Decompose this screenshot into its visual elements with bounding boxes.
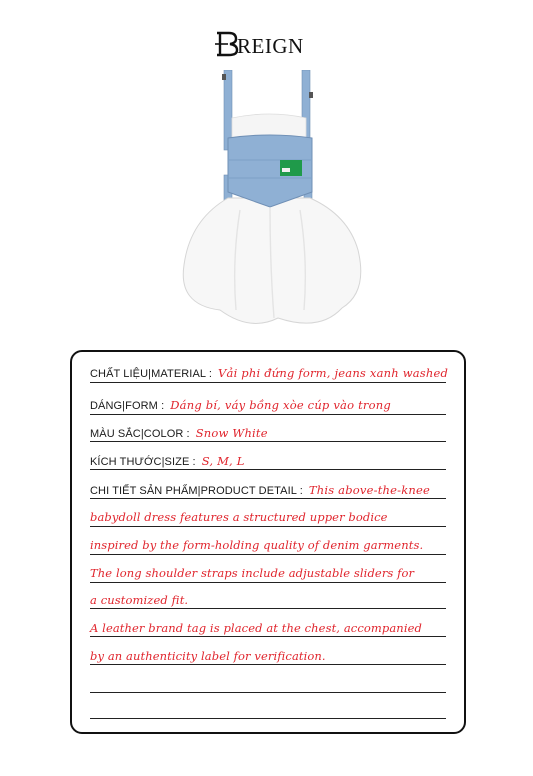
- size-row: [90, 444, 454, 468]
- rule-line: [90, 526, 446, 527]
- detail-line: The long shoulder straps include adjustable sliders for: [90, 566, 415, 580]
- detail-first-line: This above-the-knee: [308, 483, 431, 497]
- detail-line: by an authenticity label for verification.: [90, 649, 326, 663]
- rule-line: [90, 441, 446, 442]
- color-row: [90, 416, 454, 440]
- color-value: Snow White: [195, 426, 268, 440]
- detail-row: [90, 473, 454, 497]
- form-label: DÁNG|FORM :: [90, 400, 165, 412]
- brand-name: REIGN: [237, 34, 304, 58]
- rule-line: [90, 692, 446, 693]
- rule-line: [90, 608, 446, 609]
- detail-line: A leather brand tag is placed at the chest, accompanied: [90, 621, 422, 635]
- form-row: [90, 388, 454, 412]
- detail-line: babydoll dress features a structured upper bodice: [90, 510, 388, 524]
- size-label: KÍCH THƯỚC|SIZE :: [90, 456, 196, 468]
- rule-line: [90, 469, 446, 470]
- product-info-card: [70, 350, 466, 734]
- rule-line: [90, 414, 446, 415]
- material-row: [90, 356, 454, 380]
- rule-line: [90, 718, 446, 719]
- color-label: MÀU SẮC|COLOR :: [90, 428, 190, 440]
- product-photo-dress: [170, 70, 370, 335]
- detail-label: CHI TIẾT SẢN PHẨM|PRODUCT DETAIL :: [90, 485, 303, 497]
- size-value: S, M, L: [201, 454, 245, 468]
- form-value: Dáng bí, váy bồng xòe cúp vào trong: [170, 398, 391, 412]
- rule-line: [90, 498, 446, 499]
- material-label: CHẤT LIỆU|MATERIAL :: [90, 368, 213, 380]
- brand-logo: [0, 30, 533, 62]
- rule-line: [90, 664, 446, 665]
- rule-line: [90, 554, 446, 555]
- rule-line: [90, 382, 446, 383]
- rule-line: [90, 636, 446, 637]
- material-value: Vải phi đứng form, jeans xanh washed: [218, 366, 449, 380]
- detail-line: a customized fit.: [90, 593, 189, 607]
- detail-line: inspired by the form-holding quality of denim garments.: [90, 538, 424, 552]
